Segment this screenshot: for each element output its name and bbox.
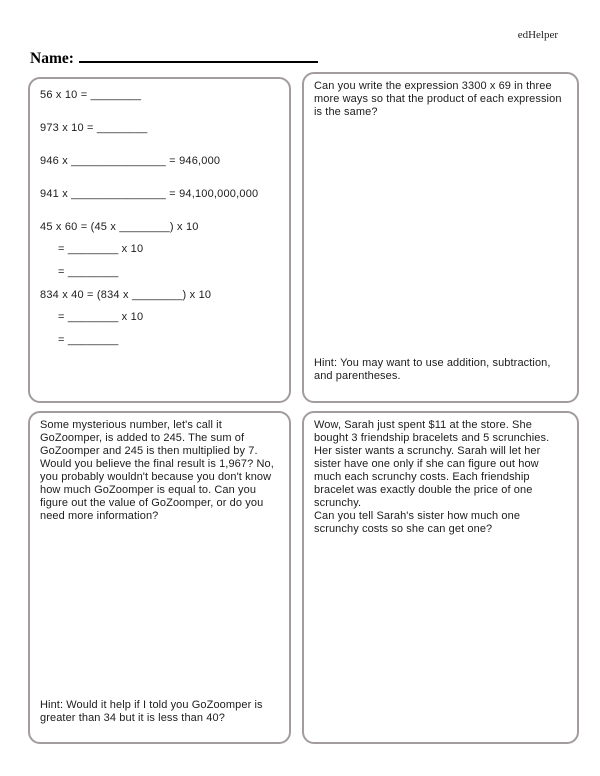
math-problem-line: 941 x _______________ = 94,100,000,000 <box>40 188 259 200</box>
math-problem-line: 45 x 60 = (45 x ________) x 10 <box>40 221 199 233</box>
gozoomper-question-box <box>28 411 291 744</box>
gozoomper-question-text: Some mysterious number, let's call it GoZoomper, is added to 245. The sum of GoZoomper and 245 is then multiplied by 7. Would you believe the final result is 1,967? No, you probably wouldn't because you don't know how much GoZoomper is equal to. Can you figure out the value of GoZoomper, or do you need more information? <box>40 419 274 522</box>
multiplication-problems-box <box>28 77 291 403</box>
math-problem-step: = ________ <box>58 266 119 278</box>
math-problem-step: = ________ <box>58 334 119 346</box>
math-problem-line: 834 x 40 = (834 x ________) x 10 <box>40 289 212 301</box>
math-problem-step: = ________ x 10 <box>58 311 144 323</box>
sarah-question-text: Wow, Sarah just spent $11 at the store. She bought 3 friendship bracelets and 5 scrunchies. Her sister wants a scrunchy. Sarah will let her sister have one only if she can figure out how much each scrunchy costs. Each friendship bracelet was exactly double the price of one scrunchy. <box>314 419 550 509</box>
math-problem-line: 56 x 10 = ________ <box>40 89 142 101</box>
math-problem-line: 973 x 10 = ________ <box>40 122 148 134</box>
math-problem-line: 946 x _______________ = 946,000 <box>40 155 221 167</box>
gozoomper-hint-text: Hint: Would it help if I told you GoZoomper is greater than 34 but it is less than 40? <box>40 699 263 725</box>
expression-hint-text: Hint: You may want to use addition, subtraction, and parentheses. <box>314 357 551 383</box>
edhelper-logo: edHelper <box>517 29 558 41</box>
name-blank-line <box>79 48 318 63</box>
sarah-question-box <box>302 411 579 744</box>
math-problem-step: = ________ x 10 <box>58 243 144 255</box>
name-label: Name: <box>30 50 74 67</box>
expression-question-text: Can you write the expression 3300 x 69 in three more ways so that the product of each expression is the same? <box>314 80 562 118</box>
name-row <box>30 48 318 68</box>
sarah-question-text-2: Can you tell Sarah's sister how much one scrunchy costs so she can get one? <box>314 509 521 535</box>
expression-question-box <box>302 72 579 403</box>
